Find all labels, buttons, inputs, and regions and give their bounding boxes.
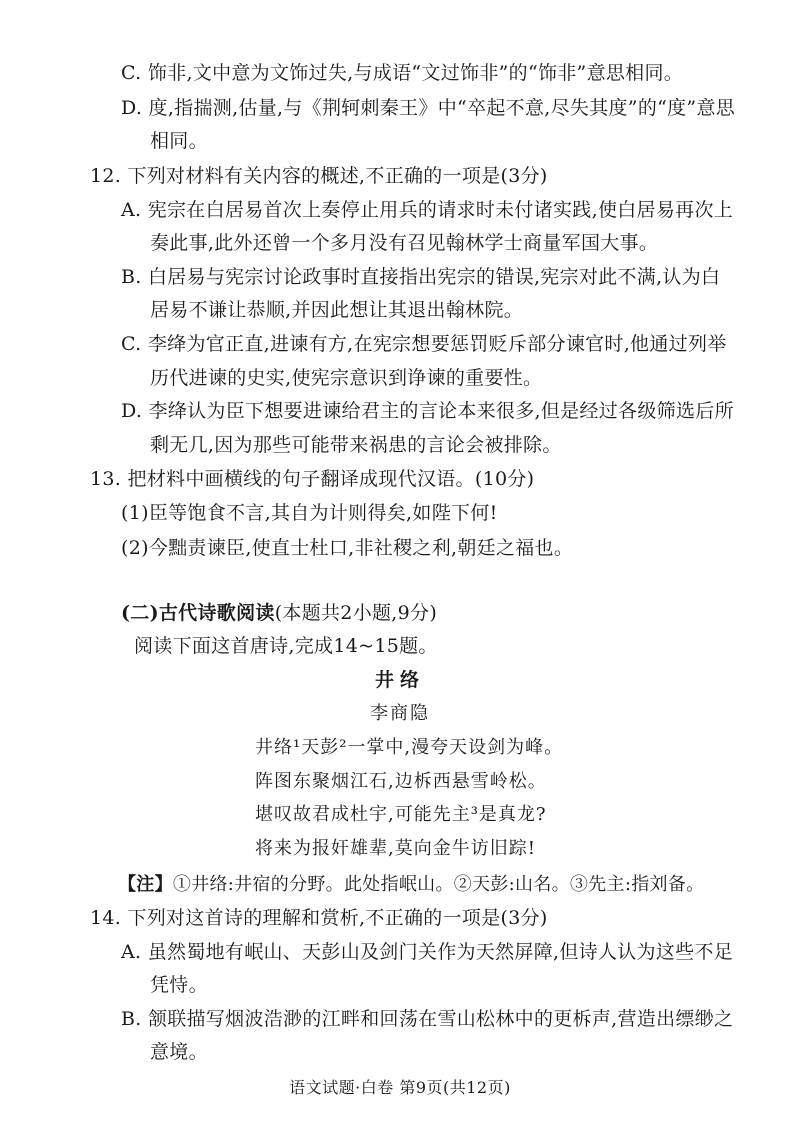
q13-item-2: (2)今黜责谏臣,使直士杜口,非社稷之利,朝廷之福也。 [121,537,574,559]
q13-stem: 13. 把材料中画横线的句子翻译成现代汉语。(10分) [90,468,535,490]
q14-option-a-line2: 凭恃。 [150,974,208,996]
poem-line-3: 堪叹故君成杜宇,可能先主³是真龙? [255,804,547,825]
q12-option-d-line2: 剩无几,因为那些可能带来祸患的言论会被排除。 [150,434,562,456]
q14-option-b-line1: B. 颔联描写烟波浩渺的江畔和回荡在雪山松林中的更柝声,营造出缥缈之 [121,1008,734,1030]
q12-option-a-line1: A. 宪宗在白居易首次上奏停止用兵的请求时未付诸实践,使白居易再次上 [121,199,734,221]
poem-note-text: ①井络:井宿的分野。此处指岷山。②天彭:山名。③先主:指刘备。 [172,874,705,895]
q12-option-c-line2: 历代进谏的史实,使宪宗意识到诤谏的重要性。 [150,367,543,389]
section2-intro: 阅读下面这首唐诗,完成14~15题。 [134,635,438,657]
poem-line-4: 将来为报奸雄辈,莫向金牛访旧踪! [255,838,536,859]
page-footer: 语文试题·白卷 第9页(共12页) [289,1078,511,1097]
poem-author: 李商隐 [370,703,430,724]
section2-heading-note: (本题共2小题,9分) [274,602,438,624]
q14-option-a-line1: A. 虽然蜀地有岷山、天彭山及剑门关作为天然屏障,但诗人认为这些不足 [121,941,734,963]
poem-title: 井络 [374,669,425,691]
q14-option-b-line2: 意境。 [150,1041,208,1063]
q12-option-d-line1: D. 李绛认为臣下想要进谏给君主的言论本来很多,但是经过各级筛选后所 [121,400,734,422]
q12-option-b-line1: B. 白居易与宪宗讨论政事时直接指出宪宗的错误,宪宗对此不满,认为白 [121,266,721,288]
poem-note [118,872,704,898]
q12-option-c-line1: C. 李绛为官正直,进谏有方,在宪宗想要惩罚贬斥部分谏官时,他通过列举 [121,333,727,355]
poem-line-1: 井络¹天彭²一掌中,漫夸天设剑为峰。 [255,737,564,758]
q11-option-d-line1: D. 度,指揣测,估量,与《荆轲刺秦王》中“卒起不意,尽失其度”的“度”意思 [121,97,736,119]
poem-note-label: 【注】 [118,874,173,895]
q13-item-1: (1)臣等饱食不言,其自为计则得矣,如陛下何! [121,502,498,524]
q12-option-a-line2: 奏此事,此外还曾一个多月没有召见翰林学士商量军国大事。 [150,232,659,254]
q12-stem: 12. 下列对材料有关内容的概述,不正确的一项是(3分) [90,165,548,187]
section2-heading-row [121,600,437,626]
q11-option-d-line2: 相同。 [150,130,208,152]
q12-option-b-line2: 居易不谦让恭顺,并因此想让其退出翰林院。 [150,299,524,321]
section2-heading: (二)古代诗歌阅读 [121,602,275,624]
q11-option-c: C. 饰非,文中意为文饰过失,与成语“文过饰非”的“饰非”意思相同。 [121,62,684,84]
poem-line-2: 阵图东聚烟江石,边柝西悬雪岭松。 [255,771,547,792]
q14-stem: 14. 下列对这首诗的理解和赏析,不正确的一项是(3分) [90,907,548,929]
